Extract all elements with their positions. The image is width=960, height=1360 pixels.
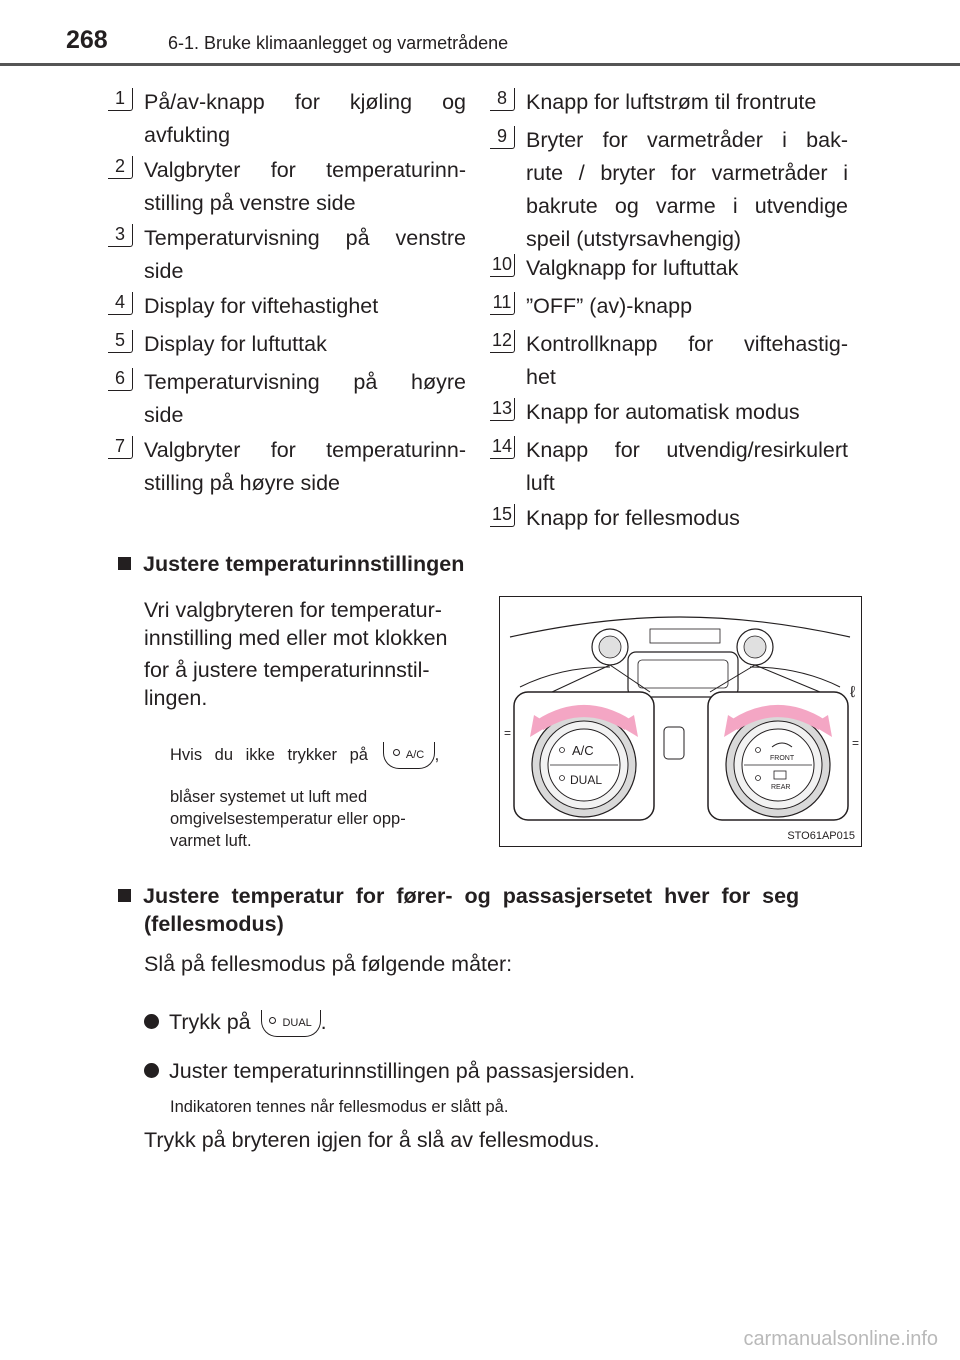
legend-text bbox=[144, 328, 466, 361]
legend-text-line: Kontrollknapp for viftehastig- bbox=[526, 332, 848, 356]
legend-text-line: ”OFF” (av)-knapp bbox=[526, 294, 693, 318]
legend-text-line: Display for luftuttak bbox=[144, 332, 327, 356]
legend-number-badge: 13 bbox=[490, 398, 515, 421]
header-rule bbox=[0, 63, 960, 66]
legend-text-line: Knapp for utvendig/resirkulert bbox=[526, 438, 848, 462]
knob-label-rear: REAR bbox=[771, 784, 791, 791]
bullet-item-press-dual: Trykk på DUAL . bbox=[144, 1006, 327, 1039]
legend-text-line: Display for viftehastighet bbox=[144, 294, 379, 318]
para-line: for å justere temperaturinnstil- bbox=[144, 658, 430, 682]
note-line: varmet luft. bbox=[170, 832, 252, 850]
legend-text-line: Temperaturvisning på høyre bbox=[144, 370, 466, 394]
legend-text-line: Valgbryter for temperaturinn- bbox=[144, 158, 466, 182]
legend-text-line: speil (utstyrsavhengig) bbox=[526, 227, 742, 251]
legend-number-badge: 1 bbox=[108, 88, 133, 111]
section2-intro: Slå på fellesmodus på følgende måter: bbox=[144, 952, 513, 976]
legend-text-line: side bbox=[144, 259, 184, 283]
legend-text bbox=[144, 154, 466, 220]
section-title: 6-1. Bruke klimaanlegget og varmetrådene bbox=[168, 33, 509, 53]
legend-text bbox=[526, 502, 848, 535]
note-line: blåser systemet ut luft med bbox=[170, 788, 368, 806]
legend-text-line: Knapp for fellesmodus bbox=[526, 506, 740, 530]
section-heading-temperature: Justere temperaturinnstillingen bbox=[118, 548, 464, 581]
climate-panel-illustration bbox=[500, 597, 861, 846]
square-bullet-icon bbox=[118, 889, 131, 902]
legend-text bbox=[526, 434, 848, 500]
legend-text-line: Temperaturvisning på venstre bbox=[144, 226, 466, 250]
legend-text bbox=[144, 290, 466, 323]
dual-indicator-note: Indikatoren tennes når fellesmodus er slått på. bbox=[170, 1098, 509, 1116]
legend-number-badge: 5 bbox=[108, 330, 133, 353]
legend-text-line: På/av-knapp for kjøling og bbox=[144, 90, 466, 114]
square-bullet-icon bbox=[118, 557, 131, 570]
bullet-icon bbox=[144, 1014, 159, 1029]
legend-text bbox=[526, 328, 848, 394]
legend-text bbox=[526, 396, 848, 429]
legend-text-line: stilling på venstre side bbox=[144, 191, 356, 215]
figure-code: STO61AP015 bbox=[787, 830, 855, 842]
para-line: innstilling med eller mot klokken bbox=[144, 626, 448, 650]
legend-text bbox=[144, 366, 466, 432]
legend-text bbox=[526, 252, 848, 285]
page-header bbox=[0, 0, 960, 70]
legend-number-badge: 11 bbox=[490, 292, 515, 315]
legend-number-badge: 8 bbox=[490, 88, 515, 111]
knob-label-front: FRONT bbox=[770, 755, 795, 762]
legend-text-line: Knapp for luftstrøm til frontrute bbox=[526, 90, 817, 114]
legend-number-badge: 12 bbox=[490, 330, 515, 353]
section-heading-dual: Justere temperatur for fører- og passasjersetet hver for seg bbox=[118, 880, 856, 913]
section-heading-dual-cont: (fellesmodus) bbox=[144, 912, 284, 936]
legend-text-line: luft bbox=[526, 471, 555, 495]
legend-text-line: Valgbryter for temperaturinn- bbox=[144, 438, 466, 462]
knob-label-dual: DUAL bbox=[570, 773, 603, 787]
legend-text bbox=[526, 86, 848, 119]
svg-text:=: = bbox=[852, 736, 860, 750]
legend-text-line: rute / bryter for varmetråder i bbox=[526, 161, 848, 185]
legend-text bbox=[144, 86, 466, 152]
legend-number-badge: 4 bbox=[108, 292, 133, 315]
knob-label-ac: A/C bbox=[572, 743, 594, 758]
legend-text-line: het bbox=[526, 365, 556, 389]
legend-number-badge: 9 bbox=[490, 126, 515, 149]
legend-text bbox=[144, 222, 466, 288]
legend-text-line: side bbox=[144, 403, 184, 427]
legend-text bbox=[526, 124, 848, 256]
legend-number-badge: 2 bbox=[108, 156, 133, 179]
legend-number-badge: 3 bbox=[108, 224, 133, 247]
para-line: lingen. bbox=[144, 686, 208, 710]
legend-text bbox=[526, 290, 848, 323]
legend-text bbox=[144, 434, 466, 500]
svg-text:ℓ: ℓ bbox=[850, 684, 856, 701]
page-number: 268 bbox=[66, 26, 108, 54]
legend-number-badge: 15 bbox=[490, 504, 515, 527]
legend-text-line: avfukting bbox=[144, 123, 231, 147]
dual-button-icon: DUAL bbox=[261, 1010, 321, 1037]
legend-number-badge: 7 bbox=[108, 436, 133, 459]
legend-text-line: bakrute og varme i utvendige bbox=[526, 194, 848, 218]
ac-button-icon: A/C bbox=[383, 742, 435, 769]
bullet-item-adjust: Juster temperaturinnstillingen på passasjersiden. bbox=[144, 1055, 635, 1088]
legend-number-badge: 10 bbox=[490, 254, 515, 277]
para-line: Vri valgbryteren for temperatur- bbox=[144, 598, 442, 622]
legend-text-line: Bryter for varmetråder i bak- bbox=[526, 128, 848, 152]
note-line-ac: Hvis du ikke trykker på A/C , bbox=[170, 742, 476, 769]
legend-number-badge: 14 bbox=[490, 436, 515, 459]
note-line: omgivelsestemperatur eller opp- bbox=[170, 810, 406, 828]
legend-text-line: Valgknapp for luftuttak bbox=[526, 256, 739, 280]
legend-text-line: stilling på høyre side bbox=[144, 471, 340, 495]
legend-number-badge: 6 bbox=[108, 368, 133, 391]
bullet-icon bbox=[144, 1063, 159, 1078]
watermark: carmanualsonline.info bbox=[743, 1328, 938, 1350]
section2-closing: Trykk på bryteren igjen for å slå av fellesmodus. bbox=[144, 1128, 600, 1152]
climate-control-figure bbox=[499, 596, 862, 847]
svg-text:=: = bbox=[504, 726, 512, 740]
legend-text-line: Knapp for automatisk modus bbox=[526, 400, 800, 424]
